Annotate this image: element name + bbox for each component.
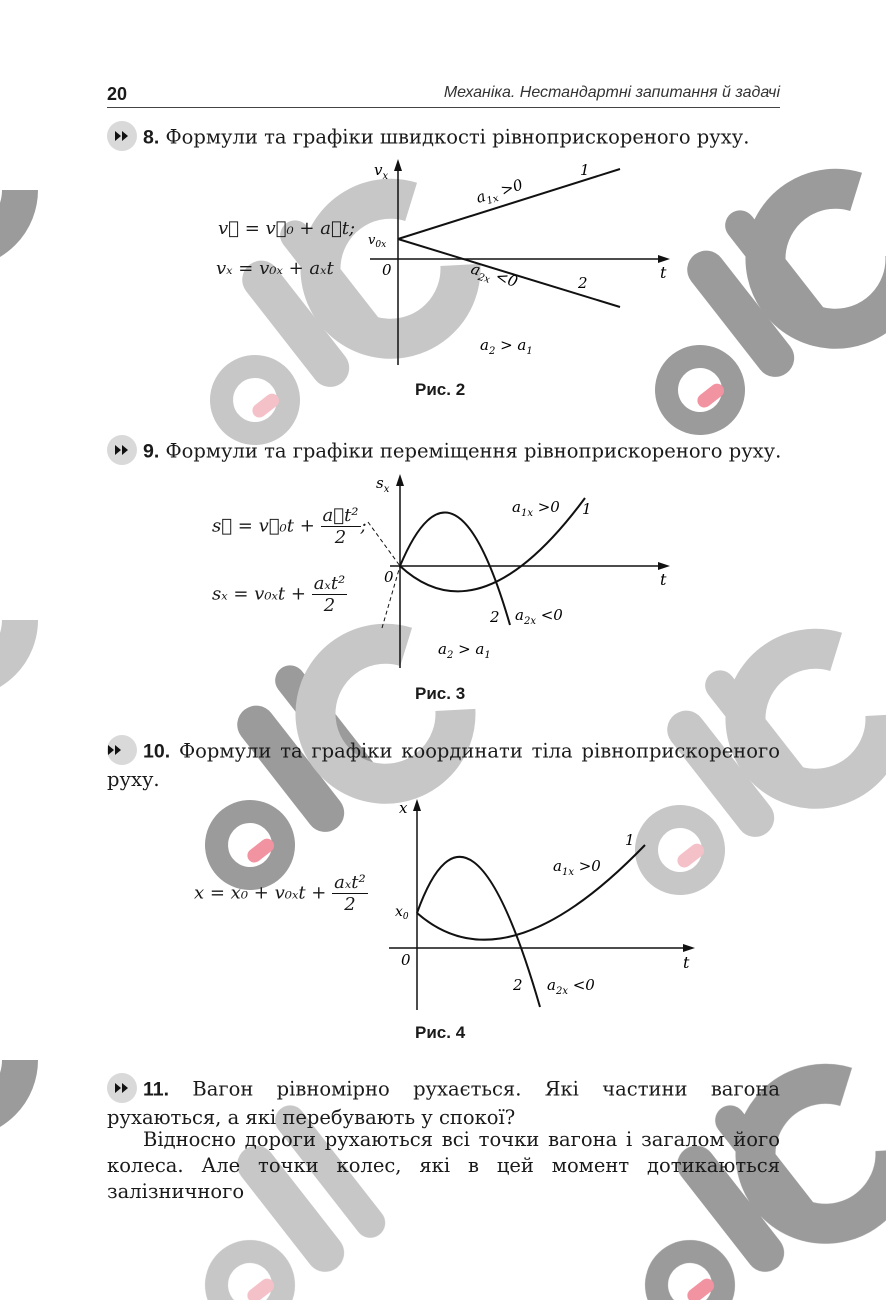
- curve-1-label: 1: [625, 831, 635, 849]
- displacement-vector-formula: s⃗ = v⃗₀t + $\frac{\text{a⃗t²}}{2}$ ;: [212, 505, 367, 548]
- curve-2-label: 2: [490, 608, 500, 626]
- origin-label: 0: [401, 951, 411, 969]
- y-axis-label: $v_x$: [374, 161, 389, 182]
- page-number: 20: [107, 84, 128, 104]
- figure-caption: Рис. 3: [415, 684, 466, 703]
- watermark-fragment: [0, 190, 20, 250]
- x-axis-arrow: [683, 944, 695, 952]
- x-axis-label: t: [660, 570, 667, 589]
- origin-label: 0: [384, 568, 394, 586]
- line-2-annotation: $a_{2x} <0$: [468, 259, 520, 291]
- section-8-heading: 8. Формули та графіки швидкості рівноприскореного руху.: [107, 123, 787, 153]
- x-axis-label: t: [683, 953, 690, 972]
- y-axis-label: $s_x$: [376, 474, 390, 495]
- curve-1-annotation: $a_{1x} >0$: [553, 857, 601, 878]
- origin-label: 0: [382, 261, 392, 279]
- section-10-heading: 10. Формули та графіки координати тіла рівноприскореного руху.: [107, 737, 780, 792]
- tangent-1: [368, 522, 400, 566]
- acceleration-note: $a_2 > a_1$: [480, 336, 533, 357]
- line-1-annotation: $a_{1x} >0$: [473, 175, 525, 208]
- header-rule: [107, 107, 780, 108]
- double-arrow-icon: [107, 121, 137, 151]
- displacement-projection-formula: sₓ = v₀ₓt + aₓt² 2: [212, 573, 346, 616]
- intercept-label: $x_0$: [395, 904, 409, 922]
- curve-1-label: 1: [582, 500, 592, 518]
- x-axis-arrow: [658, 255, 670, 263]
- coordinate-formula: x = x₀ + v₀ₓt + aₓt² 2: [194, 872, 366, 915]
- watermark-fragment: [0, 1060, 20, 1120]
- figure-caption: Рис. 4: [415, 1023, 466, 1042]
- curve-1-annotation: $a_{1x} >0$: [512, 498, 560, 519]
- x-axis-label: t: [660, 263, 667, 282]
- question-11: 11. Вагон рівномірно рухається. Які частини вагона рухаються, а які перебувають у спокої?: [107, 1075, 780, 1131]
- coordinate-graph: [385, 795, 705, 1015]
- curve-2-label: 2: [513, 976, 523, 994]
- acceleration-note: $a_2 > a_1$: [438, 640, 491, 661]
- running-header: Механіка. Нестандартні запитання й задачі: [443, 84, 780, 101]
- line-2-label: 2: [578, 274, 588, 292]
- double-arrow-icon: [107, 735, 137, 765]
- y-axis-arrow: [394, 159, 402, 171]
- double-arrow-icon: [107, 435, 137, 465]
- x-axis-arrow: [658, 562, 670, 570]
- y-axis-arrow: [413, 799, 421, 811]
- intercept-label: $v_{0x}$: [368, 233, 387, 250]
- double-arrow-icon: [107, 1073, 137, 1103]
- velocity-projection-formula: vₓ = v₀ₓ + aₓt: [216, 258, 334, 279]
- curve-2-annotation: $a_{2x} <0$: [547, 976, 595, 997]
- displacement-graph: [360, 470, 680, 670]
- velocity-vector-formula: v⃗ = v⃗₀ + a⃗t;: [218, 218, 356, 239]
- curve-2-annotation: $a_{2x} <0$: [515, 606, 563, 627]
- velocity-graph: [360, 155, 680, 370]
- y-axis-label: x: [399, 799, 408, 817]
- answer-11: Відносно дороги рухаються всі точки вагона і загалом його колеса. Але точки колес, які в цей момент дотикаються залізничного: [107, 1128, 780, 1203]
- y-axis-arrow: [396, 474, 404, 486]
- watermark-fragment: [0, 620, 20, 680]
- section-9-heading: 9. Формули та графіки переміщення рівноприскореного руху.: [107, 437, 787, 467]
- figure-caption: Рис. 2: [415, 380, 466, 399]
- line-1-label: 1: [580, 161, 590, 179]
